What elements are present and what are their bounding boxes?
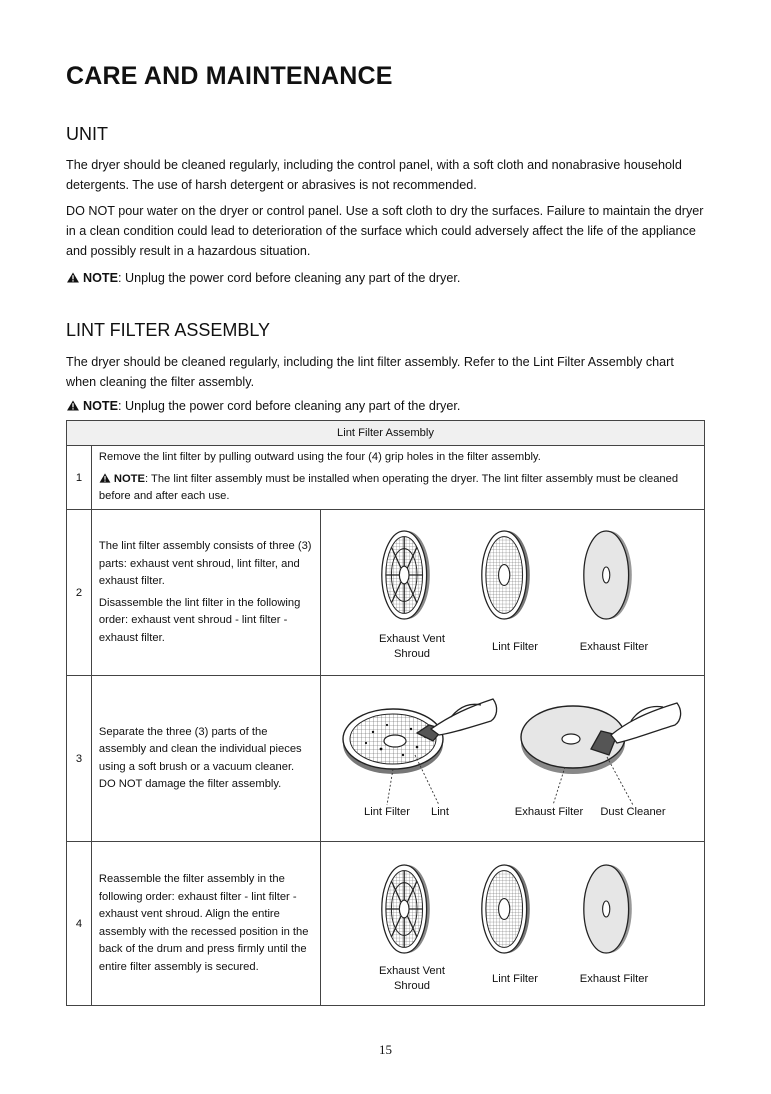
note-label: NOTE (83, 399, 118, 413)
caption-exhaust-vent-shroud: Exhaust Vent Shroud (379, 632, 445, 660)
caption-lint-filter: Lint Filter (363, 805, 410, 818)
step-number: 3 (67, 676, 92, 842)
note-text: : Unplug the power cord before cleaning any part of the dryer. (117, 399, 461, 413)
exhaust-vent-shroud-illustration (377, 525, 433, 625)
step-4-text: Reassemble the filter assembly in the following order: exhaust filter - lint filter - exhaust vent shroud. Align the entire assembly with the recessed position in the back of the drum and press firmly until the entire filter assembly is secured. (91, 842, 320, 1006)
step-2-text (91, 510, 320, 676)
caption-exhaust-filter: Exhaust Filter (579, 972, 649, 985)
note-label: NOTE (83, 271, 118, 285)
caption-lint-filter: Lint Filter (491, 640, 538, 653)
lint-paragraph: The dryer should be cleaned regularly, including the lint filter assembly. Refer to the Lint Filter Assembly chart when cleaning the filter assembly. (66, 355, 674, 389)
unit-note (66, 271, 460, 285)
step-number: 4 (67, 842, 92, 1006)
caption-exhaust-filter: Exhaust Filter (514, 805, 584, 818)
warning-icon (99, 473, 111, 483)
exhaust-vent-shroud-illustration (377, 859, 433, 959)
exhaust-filter-illustration (579, 859, 635, 959)
step-1-note (99, 471, 698, 506)
lint-filter-table (66, 420, 705, 1006)
caption-exhaust-vent-shroud: Exhaust Vent Shroud (379, 964, 445, 992)
table-header: Lint Filter Assembly (67, 421, 705, 446)
table-row-3 (67, 676, 705, 842)
step-number: 1 (67, 446, 92, 510)
lint-filter-illustration (477, 525, 533, 625)
note-label: NOTE (113, 472, 145, 485)
caption-lint: Lint (430, 805, 450, 818)
step-number: 2 (67, 510, 92, 676)
warning-icon (66, 272, 80, 283)
note-text: : The lint filter assembly must be installed when operating the dryer. The lint filter assembly must be cleaned before and after each use. (98, 472, 679, 503)
step-1-text (91, 446, 704, 510)
step-2-order: Disassemble the lint filter in the following order: exhaust vent shroud - lint filter - exhaust filter. (98, 596, 301, 644)
warning-icon (66, 400, 80, 411)
caption-lint-filter: Lint Filter (491, 972, 538, 985)
step-4-figure (321, 842, 705, 1006)
step-3-text: Separate the three (3) parts of the assembly and clean the individual pieces using a soft brush or a vacuum cleaner. DO NOT damage the filter assembly. (91, 676, 320, 842)
table-row-2 (67, 510, 705, 676)
unit-heading: UNIT (66, 124, 108, 144)
step-3-figure (321, 676, 705, 842)
lint-heading: LINT FILTER ASSEMBLY (66, 320, 271, 340)
table-row-1 (67, 446, 705, 510)
page-number: 15 (379, 1042, 392, 1057)
caption-exhaust-filter: Exhaust Filter (579, 640, 649, 653)
table-row-4 (67, 842, 705, 1006)
exhaust-filter-illustration (579, 525, 635, 625)
lint-filter-illustration (477, 859, 533, 959)
step-1-instruction: Remove the lint filter by pulling outward using the four (4) grip holes in the filter assembly. (98, 451, 541, 464)
step-2-figure (321, 510, 705, 676)
note-text: : Unplug the power cord before cleaning any part of the dryer. (117, 271, 461, 285)
caption-dust-cleaner: Dust Cleaner (600, 805, 666, 818)
lint-note (66, 399, 460, 413)
unit-paragraph-2: DO NOT pour water on the dryer or control panel. Use a soft cloth to dry the surfaces. Failure to maintain the dryer in a clean condition could lead to deterioration of the surface which could adversely affect the life of the appliance and possibly result in a hazardous situation. (66, 204, 704, 258)
page-title: CARE AND MAINTENANCE (66, 62, 393, 90)
unit-paragraph-1: The dryer should be cleaned regularly, including the control panel, with a soft cloth and nonabrasive household detergents. The use of harsh detergent or abrasives is not recommended. (66, 158, 682, 192)
step-2-parts: The lint filter assembly consists of three (3) parts: exhaust vent shroud, lint filter, and exhaust filter. (98, 540, 312, 587)
lint-filter-flat (343, 709, 443, 774)
